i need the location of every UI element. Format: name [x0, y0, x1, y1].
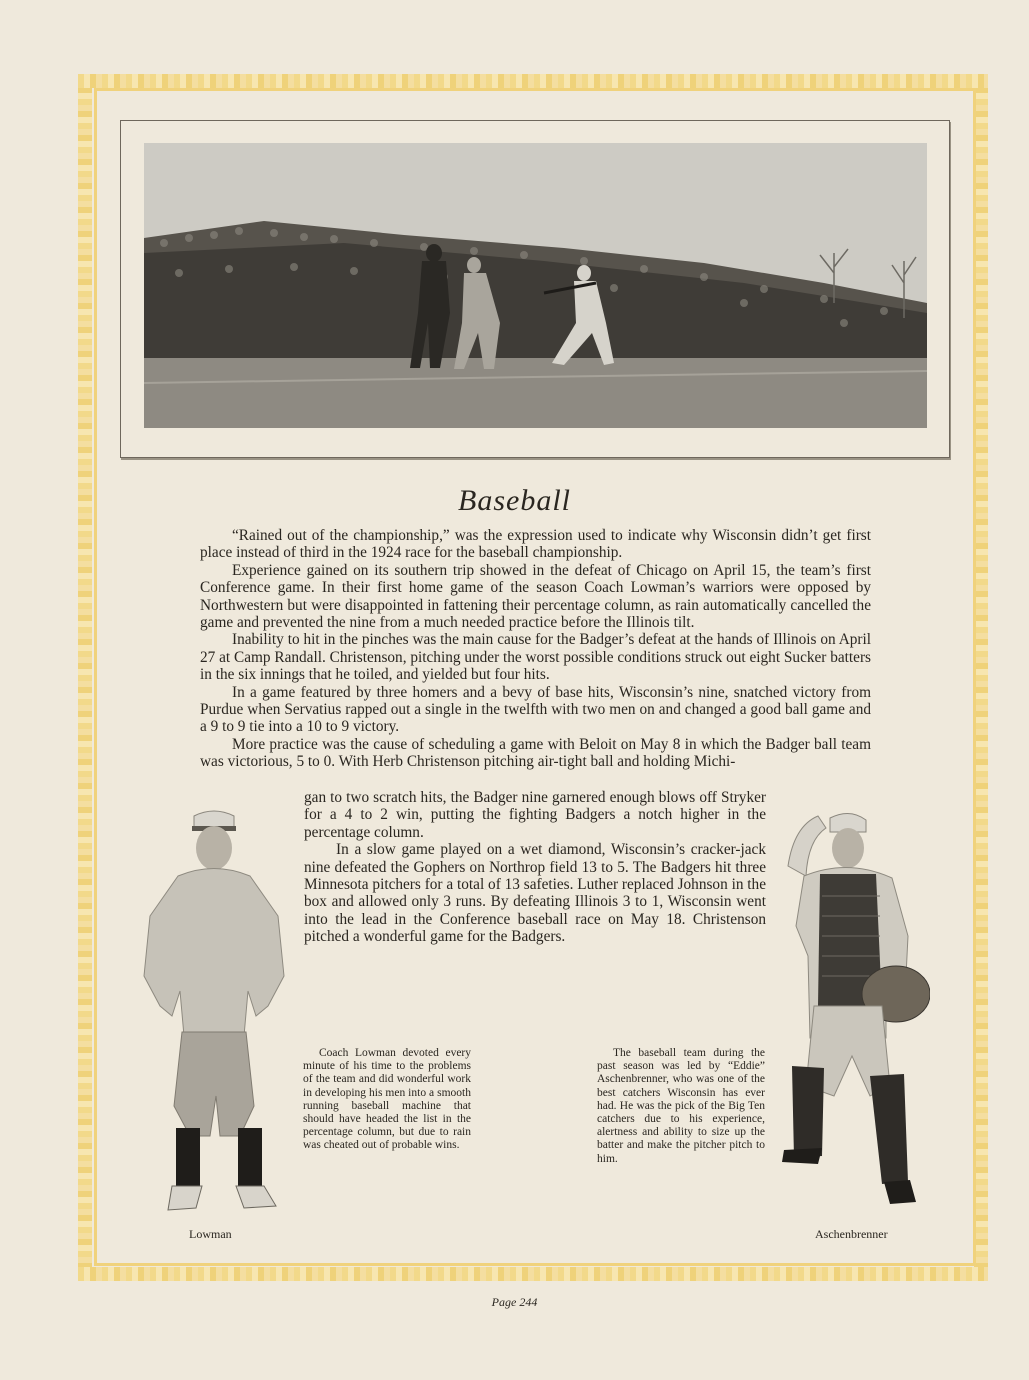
paragraph: More practice was the cause of scheduling a game with Beloit on May 8 in which the Badger ball team was victorious, 5 to 0. With Herb Christenson pitching air-tight ball and holding Michi-: [200, 735, 871, 771]
paragraph: Inability to hit in the pinches was the main cause for the Badger’s defeat at the hands of Illinois on April 27 at Camp Randall. Christenson, pitching under the worst possible conditions struck out eight Sucker batters in the six innings that he toiled, and yielded but four hits.: [200, 631, 871, 684]
lowman-caption: [303, 1047, 471, 1153]
baseball-game-photo: [144, 143, 927, 428]
article-body: [200, 527, 871, 771]
caption-text: The baseball team during the past season was led by “Eddie” Aschenbrenner, who was one of the best catchers Wisconsin has ever had. He was the pick of the Big Ten catchers due to his experience, alertness and ability to size up the batter and make the pitcher pitch to him.: [597, 1047, 765, 1165]
paragraph: gan to two scratch hits, the Badger nine garnered enough blows off Stryker for a 4 to 2 win, putting the fighting Badgers a notch higher in the percentage column.: [304, 789, 766, 841]
paragraph: Experience gained on its southern trip showed in the defeat of Chicago on April 15, the team’s first Conference game. In their first home game of the season Coach Lowman’s warriors were opposed by Northwestern but were disappointed in fattening their percentage column, as rain automatically cancelled the game and prevented the nine from a much needed practice before the Illinois tilt.: [200, 561, 871, 632]
aschenbrenner-name-label: Aschenbrenner: [815, 1227, 888, 1241]
lowman-name-label: Lowman: [189, 1227, 232, 1241]
aschenbrenner-portrait: [778, 806, 930, 1222]
article-body-continued: [304, 789, 766, 946]
caption-text: Coach Lowman devoted every minute of his time to the problems of the team and did wonderful work in developing his men into a smooth running baseball machine that should have headed the list in the percentage column, but due to rain was cheated out of probable wins.: [303, 1047, 471, 1152]
photo-illustration: [144, 143, 927, 428]
paragraph: In a slow game played on a wet diamond, Wisconsin’s cracker-jack nine defeated the Gophers on Northrop field 13 to 5. The Badgers hit three Minnesota pitchers for a total of 13 safeties. Luther replaced Johnson in the box and allowed only 3 runs. By defeating Illinois 3 to 1, Wisconsin went into the lead in the Conference baseball race on May 18. Christenson pitched a wonderful game for the Badgers.: [304, 841, 766, 946]
page-title: Baseball: [458, 484, 571, 517]
aschenbrenner-caption: [597, 1047, 765, 1166]
lowman-portrait: [138, 806, 290, 1226]
paragraph: In a game featured by three homers and a bevy of base hits, Wisconsin’s nine, snatched victory from Purdue when Servatius rapped out a single in the twelfth with two men on and changed a good ball game and a 9 to 9 tie into a 10 to 9 victory.: [200, 683, 871, 736]
paragraph: “Rained out of the championship,” was the expression used to indicate why Wisconsin didn’t get first place instead of third in the 1924 race for the baseball championship.: [200, 527, 871, 562]
page-number: Page 244: [491, 1295, 538, 1309]
